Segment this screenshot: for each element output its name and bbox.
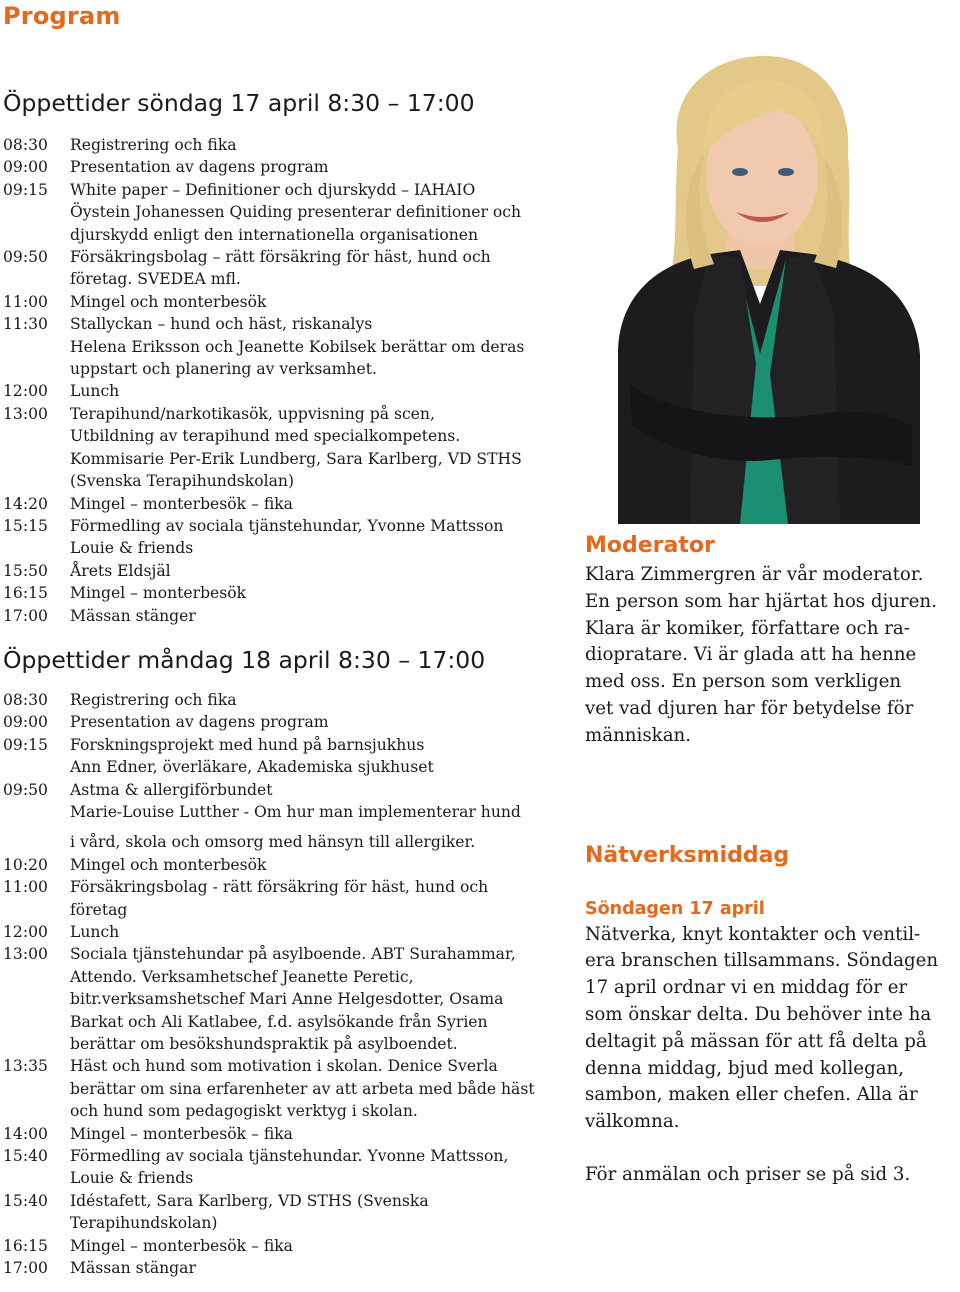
- network-title: Nätverksmiddag: [585, 842, 790, 868]
- schedule-description: [70, 179, 563, 246]
- paragraph-line: som önskar delta. Du behöver inte ha: [585, 1003, 932, 1025]
- schedule-row: [3, 1055, 563, 1122]
- schedule-line: företag. SVEDEA mfl.: [70, 270, 241, 289]
- schedule-time: 15:40: [3, 1147, 48, 1166]
- eye-left: [732, 168, 748, 176]
- schedule-description: [70, 689, 563, 711]
- day1-heading: Öppettider söndag 17 april 8:30 – 17:00: [3, 89, 475, 117]
- schedule-row: [3, 876, 563, 921]
- schedule-description: [70, 854, 563, 876]
- schedule-time: 15:50: [3, 561, 48, 580]
- schedule-time: 13:00: [3, 404, 48, 423]
- schedule-description: [70, 493, 563, 515]
- schedule-row: [3, 1190, 563, 1235]
- paragraph-line: människan.: [585, 724, 692, 746]
- schedule-line: och hund som pedagogiskt verktyg i skolan.: [70, 1102, 418, 1121]
- schedule-time: 17:00: [3, 1259, 48, 1278]
- schedule-time: 14:00: [3, 1124, 48, 1143]
- schedule-description: [70, 1190, 563, 1235]
- schedule-time: 11:00: [3, 878, 48, 897]
- schedule-line: Presentation av dagens program: [70, 158, 329, 177]
- schedule-time: 09:00: [3, 713, 48, 732]
- schedule-row: [3, 734, 563, 779]
- day2-heading: Öppettider måndag 18 april 8:30 – 17:00: [3, 645, 486, 674]
- schedule-time: 13:00: [3, 945, 48, 964]
- paragraph-line: diopratare. Vi är glada att ha henne: [585, 644, 917, 666]
- schedule-time: 09:15: [3, 180, 48, 199]
- schedule-line: Forskningsprojekt med hund på barnsjukhus: [70, 735, 425, 754]
- schedule-time: 09:15: [3, 735, 48, 754]
- schedule-line: Mingel – monterbesök – fika: [70, 1124, 293, 1143]
- schedule-description: [70, 134, 563, 156]
- paragraph-line: välkomna.: [585, 1111, 680, 1133]
- schedule-time: 08:30: [3, 136, 48, 154]
- schedule-row: [3, 779, 563, 854]
- schedule-line: Lunch: [70, 382, 120, 401]
- schedule-column: [3, 88, 563, 1280]
- schedule-line: Förmedling av sociala tjänstehundar. Yvonne Mattsson,: [70, 1147, 509, 1166]
- schedule-row: [3, 313, 563, 380]
- schedule-line: Registrering och fika: [70, 690, 237, 709]
- schedule-time: 16:15: [3, 1236, 48, 1255]
- schedule-description: [70, 943, 563, 1055]
- schedule-description: [70, 1123, 563, 1145]
- schedule-line: Helena Eriksson och Jeanette Kobilsek berättar om deras: [70, 337, 525, 356]
- schedule-line: Kommisarie Per-Erik Lundberg, Sara Karlberg, VD STHS: [70, 449, 522, 468]
- schedule-time: 11:00: [3, 292, 48, 311]
- schedule-time: 09:50: [3, 780, 48, 799]
- schedule-time: 09:00: [3, 158, 48, 177]
- schedule-description: [70, 605, 563, 627]
- paragraph-line: Klara Zimmergren är vår moderator.: [585, 564, 924, 585]
- schedule-time: 10:20: [3, 855, 48, 874]
- network-text: [585, 922, 960, 1136]
- network-subtitle: Söndagen 17 april: [585, 898, 765, 919]
- schedule-description: [70, 560, 563, 582]
- schedule-time: 17:00: [3, 606, 48, 625]
- schedule-line: Mässan stängar: [70, 1259, 196, 1278]
- schedule-row: [3, 560, 563, 582]
- schedule-description: [70, 921, 563, 943]
- schedule-line: Idéstafett, Sara Karlberg, VD STHS (Svenska: [70, 1191, 429, 1210]
- schedule-description: [70, 779, 563, 854]
- schedule-line: Årets Eldsjäl: [70, 561, 171, 580]
- schedule-row: [3, 380, 563, 402]
- day1-schedule: [3, 134, 563, 627]
- schedule-line: Utbildning av terapihund med specialkompetens.: [70, 427, 461, 446]
- schedule-description: [70, 156, 563, 178]
- schedule-line: Mingel – monterbesök – fika: [70, 1236, 293, 1255]
- schedule-line: Häst och hund som motivation i skolan. Denice Sverla: [70, 1057, 498, 1076]
- schedule-line: Marie-Louise Lutther - Om hur man implementerar hund: [70, 802, 521, 821]
- schedule-time: 16:15: [3, 584, 48, 603]
- schedule-description: [70, 1235, 563, 1257]
- schedule-row: [3, 1235, 563, 1257]
- schedule-row: [3, 515, 563, 560]
- day2-schedule: [3, 689, 563, 1280]
- paragraph-line: era branschen tillsammans. Söndagen: [585, 950, 939, 972]
- paragraph-line: Nätverka, knyt kontakter och ventil-: [585, 923, 921, 945]
- schedule-row: [3, 582, 563, 604]
- schedule-description: [70, 734, 563, 779]
- schedule-time: 08:30: [3, 690, 48, 709]
- schedule-row: [3, 1257, 563, 1279]
- schedule-line: Mässan stänger: [70, 606, 196, 625]
- schedule-row: [3, 156, 563, 178]
- schedule-row: [3, 246, 563, 291]
- moderator-text: [585, 562, 960, 750]
- paragraph-line: vet vad djuren har för betydelse för: [585, 697, 914, 719]
- schedule-row: [3, 291, 563, 313]
- eye-right: [778, 168, 794, 176]
- schedule-line: uppstart och planering av verksamhet.: [70, 360, 377, 379]
- schedule-line: Barkat och Ali Katlabee, f.d. asylsökande från Syrien: [70, 1012, 488, 1031]
- schedule-line: Förmedling av sociala tjänstehundar, Yvonne Mattsson: [70, 516, 504, 535]
- schedule-line: Astma & allergiförbundet: [70, 780, 273, 799]
- schedule-line: bitr.verksamshetschef Mari Anne Helgesdotter, Osama: [70, 990, 504, 1009]
- schedule-row: [3, 1145, 563, 1190]
- schedule-row: [3, 1123, 563, 1145]
- schedule-time: 12:00: [3, 382, 48, 401]
- schedule-line: (Svenska Terapihundskolan): [70, 472, 295, 491]
- paragraph-line: denna middag, bjud med kollegan,: [585, 1057, 905, 1079]
- schedule-line: Mingel – monterbesök: [70, 584, 247, 603]
- schedule-description: [70, 291, 563, 313]
- network-note: För anmälan och priser se på sid 3.: [585, 1163, 911, 1185]
- schedule-line: Öystein Johanessen Quiding presenterar definitioner och: [70, 203, 522, 222]
- schedule-description: [70, 1055, 563, 1122]
- schedule-time: 15:15: [3, 516, 48, 535]
- schedule-line: Attendo. Verksamhetschef Jeanette Peretic,: [70, 967, 414, 986]
- schedule-line: Presentation av dagens program: [70, 713, 329, 732]
- schedule-line: Louie & friends: [70, 539, 194, 558]
- moderator-title: Moderator: [585, 533, 715, 558]
- schedule-description: [70, 403, 563, 493]
- schedule-description: [70, 515, 563, 560]
- paragraph-line: En person som har hjärtat hos djuren.: [585, 590, 937, 612]
- schedule-line: Mingel och monterbesök: [70, 292, 267, 311]
- schedule-row: [3, 711, 563, 733]
- moderator-photo: [590, 54, 956, 524]
- schedule-description: [70, 313, 563, 380]
- schedule-time: 12:00: [3, 923, 48, 941]
- schedule-line: berättar om sina erfarenheter av att arbeta med både häst: [70, 1079, 535, 1098]
- schedule-line: Försäkringsbolag – rätt försäkring för häst, hund och: [70, 248, 491, 267]
- schedule-line: Mingel – monterbesök – fika: [70, 494, 293, 513]
- schedule-line: Lunch: [70, 923, 120, 941]
- schedule-line: Registrering och fika: [70, 136, 237, 154]
- schedule-line: Mingel och monterbesök: [70, 855, 267, 874]
- schedule-line: företag: [70, 900, 128, 919]
- schedule-line: berättar om besökshundspraktik på asylboendet.: [70, 1035, 458, 1054]
- schedule-time: 13:35: [3, 1057, 48, 1076]
- schedule-description: [70, 1257, 563, 1279]
- schedule-row: [3, 689, 563, 711]
- schedule-row: [3, 605, 563, 627]
- sidebar-column: [585, 530, 960, 1189]
- schedule-row: [3, 943, 563, 1055]
- page-title: Program: [3, 2, 121, 30]
- schedule-description: [70, 246, 563, 291]
- schedule-line: Ann Edner, överläkare, Akademiska sjukhuset: [70, 758, 434, 777]
- paragraph-line: Klara är komiker, författare och ra-: [585, 617, 910, 639]
- schedule-row: [3, 403, 563, 493]
- schedule-line: Stallyckan – hund och häst, riskanalys: [70, 315, 373, 334]
- schedule-line: White paper – Definitioner och djurskydd – IAHAIO: [70, 180, 476, 199]
- schedule-line: Försäkringsbolag - rätt försäkring för häst, hund och: [70, 878, 489, 897]
- schedule-row: [3, 179, 563, 246]
- schedule-line: i vård, skola och omsorg med hänsyn till allergiker.: [70, 833, 476, 852]
- schedule-row: [3, 921, 563, 943]
- schedule-description: [70, 380, 563, 402]
- schedule-row: [3, 493, 563, 515]
- paragraph-line: med oss. En person som verkligen: [585, 671, 902, 693]
- schedule-description: [70, 711, 563, 733]
- schedule-line: Terapihund/narkotikasök, uppvisning på scen,: [70, 404, 435, 423]
- schedule-line: Sociala tjänstehundar på asylboende. ABT Surahammar,: [70, 945, 516, 964]
- schedule-row: [3, 134, 563, 156]
- schedule-time: 11:30: [3, 315, 48, 334]
- schedule-time: 14:20: [3, 494, 48, 513]
- schedule-row: [3, 854, 563, 876]
- schedule-description: [70, 582, 563, 604]
- paragraph-line: 17 april ordnar vi en middag för er: [585, 977, 908, 999]
- schedule-line: Louie & friends: [70, 1169, 194, 1188]
- schedule-time: 09:50: [3, 248, 48, 267]
- schedule-description: [70, 876, 563, 921]
- paragraph-line: deltagit på mässan för att få delta på: [585, 1030, 927, 1052]
- schedule-time: 15:40: [3, 1191, 48, 1210]
- schedule-description: [70, 1145, 563, 1190]
- schedule-line: Terapihundskolan): [70, 1214, 218, 1233]
- paragraph-line: sambon, maken eller chefen. Alla är: [585, 1084, 918, 1106]
- schedule-line: djurskydd enligt den internationella organisationen: [70, 225, 479, 244]
